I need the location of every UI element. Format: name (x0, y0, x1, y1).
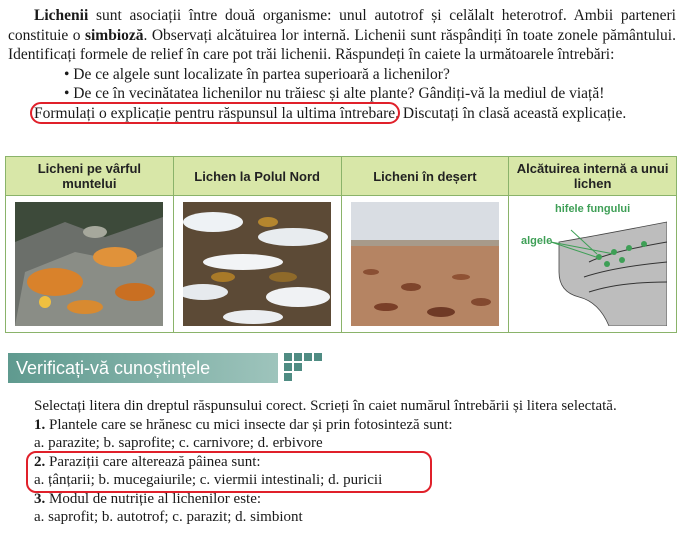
quiz-answers-2: a. țânțarii; b. mucegaiurile; c. viermii intestinali; d. puricii (34, 472, 383, 488)
intro-p2: . Observați alcătuirea lor internă. Lichenii sunt răspândiți în toate zonele pământului. Identificați formele de relief în care pot trăi lichenii. Răspundeți în caiete la următoarele întrebări: (8, 26, 676, 63)
north-pole-lichen-photo (183, 202, 331, 326)
quiz-question-1 (34, 416, 674, 435)
question-1: • De ce algele sunt localizate în partea superioară a lichenilor? (64, 65, 450, 83)
intro-bold-lichenii: Lichenii (34, 7, 89, 24)
cell-north-pole (173, 196, 341, 333)
header-desert: Licheni în deșert (341, 157, 509, 196)
desert-lichen-photo (351, 202, 499, 326)
section-title: Verificați-vă cunoștințele (16, 358, 211, 378)
mountain-lichen-photo (15, 202, 163, 326)
quiz-q2-text: Paraziții care alterează pâinea sunt: (45, 453, 261, 470)
quiz-answers-1: a. parazite; b. saprofite; c. carnivore; d. erbivore (34, 435, 323, 451)
intro-paragraph (8, 6, 676, 65)
quiz-q1-text: Plantele care se hrănesc cu mici insecte dar și prin fotosinteză sunt: (45, 416, 453, 433)
intro-p1: sunt asociații între două organisme: unul autotrof și celălalt heterotrof. Ambii parteneri constituie o (8, 7, 676, 44)
cell-mountain (6, 196, 174, 333)
header-structure: Alcătuirea internă a unui lichen (509, 157, 677, 196)
quiz-q3-text: Modul de nutriție al lichenilor este: (45, 490, 262, 507)
header-north-pole: Lichen la Polul Nord (173, 157, 341, 196)
cell-structure (509, 196, 677, 333)
lichen-table (5, 156, 677, 333)
question-2-text: • De ce în vecinătatea lichenilor nu trăiesc și alte plante? (64, 85, 415, 102)
quiz-q1-num: 1. (34, 416, 46, 433)
highlight-oval (30, 102, 400, 124)
lichen-structure-diagram (519, 202, 667, 326)
header-mountain: Licheni pe vârful muntelui (6, 157, 174, 196)
algae-label: algele (520, 235, 552, 247)
question-2 (8, 84, 676, 104)
quiz-q2-num: 2. (34, 453, 46, 470)
intro-bold-simbioza: simbioză (84, 26, 144, 44)
quiz-instructions: Selectați litera din dreptul răspunsului corect. Scrieți în caiet numărul întrebării și litera selectată. (34, 398, 617, 414)
quiz-q3-num: 3. (34, 490, 46, 507)
question-2-tail: Gândiți-vă la mediul de viață! (414, 85, 605, 102)
highlight-box (26, 451, 432, 493)
cell-desert (341, 196, 509, 333)
hyphae-label: hifele fungului (554, 203, 630, 215)
formulate-instruction: Formulați o explicație pentru răspunsul la ultima întrebare. Discutați în clasă această explicație. (34, 104, 627, 122)
quiz-answers-3: a. saprofit; b. autotrof; c. parazit; d. simbiont (34, 509, 303, 525)
